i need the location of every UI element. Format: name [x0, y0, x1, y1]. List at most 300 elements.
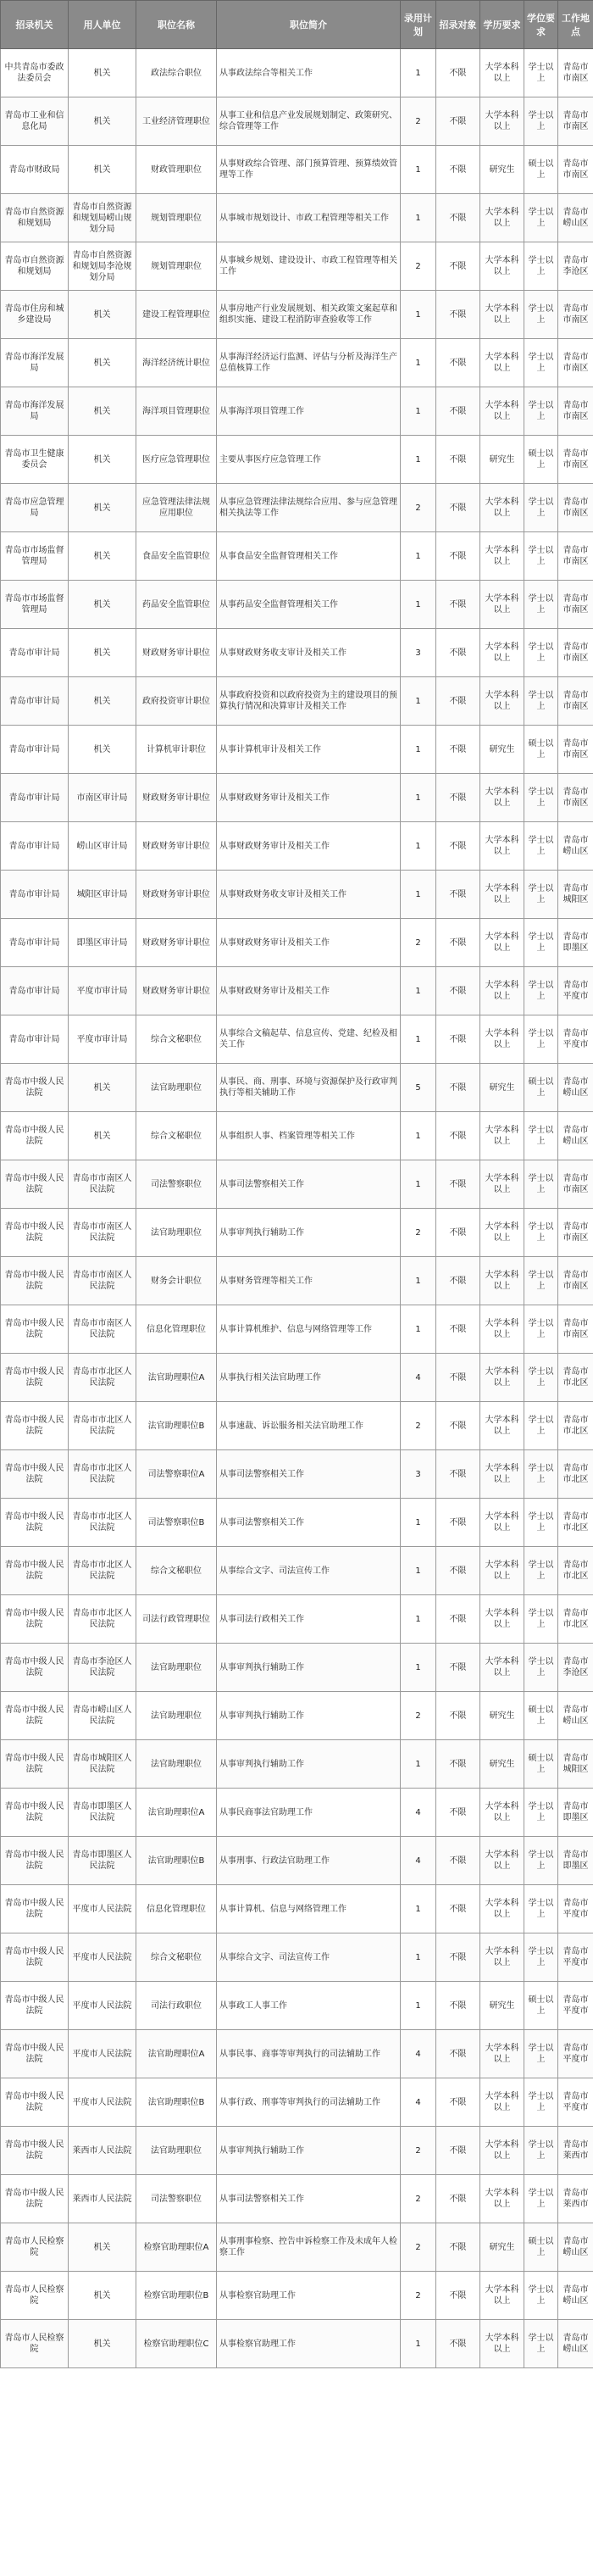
- target-cell: 不限: [436, 2272, 480, 2320]
- degree-cell: 学士以上: [524, 1305, 558, 1354]
- quota-cell: 4: [401, 1789, 436, 1837]
- agency-cell: 青岛市中级人民法院: [1, 2175, 69, 2223]
- quota-cell: 1: [401, 774, 436, 822]
- description-cell: 从事财务管理等相关工作: [217, 1257, 401, 1305]
- target-cell: 不限: [436, 1595, 480, 1644]
- quota-cell: 1: [401, 1015, 436, 1064]
- position-cell: 综合文秘职位: [136, 1015, 217, 1064]
- target-cell: 不限: [436, 1209, 480, 1257]
- education-cell: 研究生: [480, 2223, 524, 2272]
- degree-cell: 学士以上: [524, 194, 558, 242]
- position-cell: 法官助理职位B: [136, 1402, 217, 1450]
- description-cell: 从事财政财务审计及相关工作: [217, 774, 401, 822]
- table-row: [1, 726, 593, 774]
- location-cell: 青岛市市南区: [558, 1257, 593, 1305]
- agency-cell: 青岛市审计局: [1, 629, 69, 677]
- table-row: [1, 1257, 593, 1305]
- education-cell: 大学本科以上: [480, 1595, 524, 1644]
- degree-cell: 学士以上: [524, 2078, 558, 2127]
- table-row: [1, 1450, 593, 1499]
- degree-cell: 硕士以上: [524, 1740, 558, 1789]
- quota-cell: 1: [401, 49, 436, 97]
- position-cell: 信息化管理职位: [136, 1305, 217, 1354]
- education-cell: 大学本科以上: [480, 2030, 524, 2078]
- education-header: 学历要求: [480, 1, 524, 49]
- degree-cell: 学士以上: [524, 1595, 558, 1644]
- degree-cell: 学士以上: [524, 291, 558, 339]
- agency-cell: 中共青岛市委政法委员会: [1, 49, 69, 97]
- target-cell: 不限: [436, 1257, 480, 1305]
- education-cell: 大学本科以上: [480, 291, 524, 339]
- table-row: [1, 1837, 593, 1885]
- degree-cell: 学士以上: [524, 919, 558, 967]
- agency-cell: 青岛市中级人民法院: [1, 1209, 69, 1257]
- description-cell: 从事刑事检察、控告申诉检察工作及未成年人检察工作: [217, 2223, 401, 2272]
- agency-cell: 青岛市审计局: [1, 822, 69, 871]
- location-cell: 青岛市崂山区: [558, 1112, 593, 1160]
- quota-cell: 1: [401, 1982, 436, 2030]
- target-cell: 不限: [436, 1064, 480, 1112]
- target-cell: 不限: [436, 726, 480, 774]
- agency-cell: 青岛市中级人民法院: [1, 1740, 69, 1789]
- position-cell: 医疗应急管理职位: [136, 436, 217, 484]
- target-cell: 不限: [436, 2175, 480, 2223]
- employer-cell: 青岛市市南区人民法院: [69, 1257, 136, 1305]
- table-row: [1, 1547, 593, 1595]
- description-cell: 从事海洋项目管理工作: [217, 387, 401, 436]
- degree-cell: 学士以上: [524, 822, 558, 871]
- table-row: [1, 146, 593, 194]
- degree-cell: 学士以上: [524, 967, 558, 1015]
- degree-cell: 学士以上: [524, 2127, 558, 2175]
- quota-cell: 1: [401, 1257, 436, 1305]
- position-cell: 司法警察职位: [136, 1160, 217, 1209]
- degree-cell: 学士以上: [524, 1547, 558, 1595]
- agency-cell: 青岛市人民检察院: [1, 2272, 69, 2320]
- table-row: [1, 1595, 593, 1644]
- agency-cell: 青岛市中级人民法院: [1, 1595, 69, 1644]
- target-cell: 不限: [436, 97, 480, 146]
- location-cell: 青岛市崂山区: [558, 194, 593, 242]
- education-cell: 大学本科以上: [480, 1112, 524, 1160]
- description-cell: 从事财政财务审计及相关工作: [217, 822, 401, 871]
- target-cell: 不限: [436, 1015, 480, 1064]
- education-cell: 大学本科以上: [480, 1354, 524, 1402]
- employer-cell: 平度市人民法院: [69, 1885, 136, 1933]
- employer-cell: 机关: [69, 2272, 136, 2320]
- degree-cell: 学士以上: [524, 97, 558, 146]
- quota-cell: 5: [401, 1064, 436, 1112]
- description-cell: 从事司法警察相关工作: [217, 1160, 401, 1209]
- degree-cell: 学士以上: [524, 2272, 558, 2320]
- employer-cell: 平度市审计局: [69, 967, 136, 1015]
- location-cell: 青岛市崂山区: [558, 1692, 593, 1740]
- description-cell: 从事城乡规划、建设设计、市政工程管理等相关工作: [217, 242, 401, 291]
- target-cell: 不限: [436, 1354, 480, 1402]
- description-cell: 从事检察官助理工作: [217, 2320, 401, 2368]
- table-row: [1, 2127, 593, 2175]
- position-cell: 法官助理职位A: [136, 1354, 217, 1402]
- agency-cell: 青岛市人民检察院: [1, 2223, 69, 2272]
- location-cell: 青岛市李沧区: [558, 242, 593, 291]
- employer-cell: 机关: [69, 49, 136, 97]
- agency-cell: 青岛市中级人民法院: [1, 1112, 69, 1160]
- quota-cell: 1: [401, 339, 436, 387]
- quota-cell: 2: [401, 242, 436, 291]
- employer-cell: 莱西市人民法院: [69, 2127, 136, 2175]
- agency-cell: 青岛市审计局: [1, 677, 69, 726]
- location-cell: 青岛市市南区: [558, 629, 593, 677]
- agency-cell: 青岛市中级人民法院: [1, 1644, 69, 1692]
- quota-header: 录用计划: [401, 1, 436, 49]
- location-cell: 青岛市平度市: [558, 2030, 593, 2078]
- agency-cell: 青岛市中级人民法院: [1, 2127, 69, 2175]
- quota-cell: 2: [401, 484, 436, 532]
- description-cell: 从事财政财务收支审计及相关工作: [217, 871, 401, 919]
- agency-cell: 青岛市中级人民法院: [1, 2030, 69, 2078]
- education-cell: 大学本科以上: [480, 532, 524, 581]
- target-cell: 不限: [436, 1740, 480, 1789]
- position-cell: 法官助理职位A: [136, 1789, 217, 1837]
- degree-cell: 学士以上: [524, 1933, 558, 1982]
- table-row: [1, 1789, 593, 1837]
- table-row: [1, 2175, 593, 2223]
- location-cell: 青岛市市北区: [558, 1354, 593, 1402]
- quota-cell: 2: [401, 919, 436, 967]
- degree-cell: 学士以上: [524, 774, 558, 822]
- position-cell: 财政财务审计职位: [136, 774, 217, 822]
- location-cell: 青岛市市北区: [558, 1595, 593, 1644]
- degree-cell: 硕士以上: [524, 726, 558, 774]
- table-row: [1, 1933, 593, 1982]
- quota-cell: 1: [401, 387, 436, 436]
- table-row: [1, 484, 593, 532]
- quota-cell: 3: [401, 629, 436, 677]
- education-cell: 大学本科以上: [480, 1402, 524, 1450]
- position-cell: 财政财务审计职位: [136, 919, 217, 967]
- position-cell: 海洋经济统计职位: [136, 339, 217, 387]
- employer-cell: 青岛市市北区人民法院: [69, 1402, 136, 1450]
- quota-cell: 2: [401, 2272, 436, 2320]
- table-row: [1, 677, 593, 726]
- position-cell: 综合文秘职位: [136, 1112, 217, 1160]
- table-row: [1, 1064, 593, 1112]
- quota-cell: 4: [401, 2078, 436, 2127]
- target-cell: 不限: [436, 1305, 480, 1354]
- target-cell: 不限: [436, 2127, 480, 2175]
- table-row: [1, 1354, 593, 1402]
- employer-cell: 即墨区审计局: [69, 919, 136, 967]
- quota-cell: 1: [401, 1499, 436, 1547]
- target-cell: 不限: [436, 1402, 480, 1450]
- degree-cell: 学士以上: [524, 1885, 558, 1933]
- description-cell: 从事城市规划设计、市政工程管理等相关工作: [217, 194, 401, 242]
- employer-cell: 青岛市市南区人民法院: [69, 1305, 136, 1354]
- agency-cell: 青岛市中级人民法院: [1, 1160, 69, 1209]
- quota-cell: 1: [401, 822, 436, 871]
- target-cell: 不限: [436, 1499, 480, 1547]
- quota-cell: 2: [401, 1209, 436, 1257]
- target-cell: 不限: [436, 532, 480, 581]
- location-cell: 青岛市崂山区: [558, 822, 593, 871]
- employer-cell: 机关: [69, 2320, 136, 2368]
- description-cell: 从事执行相关法官助理工作: [217, 1354, 401, 1402]
- education-cell: 大学本科以上: [480, 1644, 524, 1692]
- degree-cell: 学士以上: [524, 387, 558, 436]
- degree-cell: 学士以上: [524, 1450, 558, 1499]
- agency-header: 招录机关: [1, 1, 69, 49]
- location-cell: 青岛市崂山区: [558, 1064, 593, 1112]
- degree-cell: 学士以上: [524, 532, 558, 581]
- education-cell: 大学本科以上: [480, 1933, 524, 1982]
- target-cell: 不限: [436, 871, 480, 919]
- quota-cell: 3: [401, 1450, 436, 1499]
- description-cell: 从事计算机维护、信息与网络管理等工作: [217, 1305, 401, 1354]
- location-cell: 青岛市市北区: [558, 1450, 593, 1499]
- agency-cell: 青岛市海洋发展局: [1, 387, 69, 436]
- education-cell: 大学本科以上: [480, 2175, 524, 2223]
- quota-cell: 1: [401, 1547, 436, 1595]
- position-cell: 综合文秘职位: [136, 1547, 217, 1595]
- table-row: [1, 339, 593, 387]
- position-cell: 综合文秘职位: [136, 1933, 217, 1982]
- position-cell: 计算机审计职位: [136, 726, 217, 774]
- degree-cell: 学士以上: [524, 1789, 558, 1837]
- table-row: [1, 1499, 593, 1547]
- quota-cell: 1: [401, 146, 436, 194]
- position-cell: 法官助理职位B: [136, 1837, 217, 1885]
- location-cell: 青岛市市南区: [558, 581, 593, 629]
- education-cell: 大学本科以上: [480, 1257, 524, 1305]
- quota-cell: 2: [401, 2175, 436, 2223]
- description-cell: 从事司法警察相关工作: [217, 2175, 401, 2223]
- agency-cell: 青岛市海洋发展局: [1, 339, 69, 387]
- education-cell: 大学本科以上: [480, 629, 524, 677]
- table-row: [1, 871, 593, 919]
- location-cell: 青岛市城阳区: [558, 871, 593, 919]
- target-cell: 不限: [436, 1547, 480, 1595]
- target-cell: 不限: [436, 194, 480, 242]
- location-cell: 青岛市市北区: [558, 1402, 593, 1450]
- agency-cell: 青岛市卫生健康委员会: [1, 436, 69, 484]
- position-cell: 法官助理职位: [136, 1644, 217, 1692]
- agency-cell: 青岛市审计局: [1, 726, 69, 774]
- table-row: [1, 919, 593, 967]
- description-cell: 从事审判执行辅助工作: [217, 1740, 401, 1789]
- description-cell: 从事综合文字、司法宣传工作: [217, 1547, 401, 1595]
- target-cell: 不限: [436, 49, 480, 97]
- position-cell: 财务会计职位: [136, 1257, 217, 1305]
- agency-cell: 青岛市审计局: [1, 967, 69, 1015]
- target-cell: 不限: [436, 2030, 480, 2078]
- agency-cell: 青岛市中级人民法院: [1, 1402, 69, 1450]
- quota-cell: 1: [401, 581, 436, 629]
- degree-cell: 学士以上: [524, 484, 558, 532]
- degree-cell: 学士以上: [524, 629, 558, 677]
- education-cell: 研究生: [480, 146, 524, 194]
- description-cell: 从事审判执行辅助工作: [217, 1209, 401, 1257]
- description-cell: 从事司法警察相关工作: [217, 1499, 401, 1547]
- position-cell: 检察官助理职位B: [136, 2272, 217, 2320]
- position-cell: 法官助理职位A: [136, 2030, 217, 2078]
- description-cell: 从事综合文字、司法宣传工作: [217, 1933, 401, 1982]
- table-row: [1, 436, 593, 484]
- agency-cell: 青岛市审计局: [1, 919, 69, 967]
- degree-cell: 学士以上: [524, 1257, 558, 1305]
- description-cell: 从事应急管理法律法规综合应用、参与应急管理相关执法等工作: [217, 484, 401, 532]
- employer-cell: 机关: [69, 629, 136, 677]
- description-cell: 从事民事、商事等审判执行的司法辅助工作: [217, 2030, 401, 2078]
- description-cell: 从事政工人事工作: [217, 1982, 401, 2030]
- location-cell: 青岛市平度市: [558, 2078, 593, 2127]
- target-cell: 不限: [436, 1982, 480, 2030]
- education-cell: 研究生: [480, 1692, 524, 1740]
- target-cell: 不限: [436, 436, 480, 484]
- employer-header: 用人单位: [69, 1, 136, 49]
- employer-cell: 市南区审计局: [69, 774, 136, 822]
- agency-cell: 青岛市市场监督管理局: [1, 581, 69, 629]
- degree-cell: 学士以上: [524, 1112, 558, 1160]
- table-row: [1, 1644, 593, 1692]
- quota-cell: 1: [401, 291, 436, 339]
- education-cell: 研究生: [480, 436, 524, 484]
- table-row: [1, 1982, 593, 2030]
- description-cell: 从事财政财务审计及相关工作: [217, 919, 401, 967]
- degree-cell: 硕士以上: [524, 2223, 558, 2272]
- location-cell: 青岛市即墨区: [558, 1789, 593, 1837]
- position-cell: 规划管理职位: [136, 242, 217, 291]
- employer-cell: 青岛市市北区人民法院: [69, 1450, 136, 1499]
- education-cell: 大学本科以上: [480, 2320, 524, 2368]
- education-cell: 大学本科以上: [480, 97, 524, 146]
- position-cell: 财政财务审计职位: [136, 871, 217, 919]
- employer-cell: 青岛市崂山区人民法院: [69, 1692, 136, 1740]
- education-cell: 大学本科以上: [480, 242, 524, 291]
- table-row: [1, 291, 593, 339]
- location-cell: 青岛市市南区: [558, 49, 593, 97]
- target-cell: 不限: [436, 1644, 480, 1692]
- employer-cell: 平度市审计局: [69, 1015, 136, 1064]
- agency-cell: 青岛市中级人民法院: [1, 1933, 69, 1982]
- education-cell: 研究生: [480, 1982, 524, 2030]
- agency-cell: 青岛市中级人民法院: [1, 1499, 69, 1547]
- location-cell: 青岛市城阳区: [558, 1740, 593, 1789]
- employer-cell: 崂山区审计局: [69, 822, 136, 871]
- target-cell: 不限: [436, 967, 480, 1015]
- position-cell: 法官助理职位: [136, 1209, 217, 1257]
- description-cell: 从事司法行政相关工作: [217, 1595, 401, 1644]
- employer-cell: 平度市人民法院: [69, 1933, 136, 1982]
- position-cell: 司法行政管理职位: [136, 1595, 217, 1644]
- education-cell: 大学本科以上: [480, 2127, 524, 2175]
- quota-cell: 1: [401, 1740, 436, 1789]
- location-cell: 青岛市市南区: [558, 726, 593, 774]
- education-cell: 大学本科以上: [480, 1450, 524, 1499]
- agency-cell: 青岛市市场监督管理局: [1, 532, 69, 581]
- location-cell: 青岛市即墨区: [558, 919, 593, 967]
- target-cell: 不限: [436, 1112, 480, 1160]
- table-row: [1, 1160, 593, 1209]
- employer-cell: 机关: [69, 339, 136, 387]
- agency-cell: 青岛市住房和城乡建设局: [1, 291, 69, 339]
- agency-cell: 青岛市中级人民法院: [1, 1547, 69, 1595]
- employer-cell: 青岛市自然资源和规划局崂山规划分局: [69, 194, 136, 242]
- position-cell: 司法行政职位: [136, 1982, 217, 2030]
- employer-cell: 机关: [69, 726, 136, 774]
- employer-cell: 机关: [69, 677, 136, 726]
- employer-cell: 机关: [69, 2223, 136, 2272]
- employer-cell: 青岛市自然资源和规划局李沧规划分局: [69, 242, 136, 291]
- description-cell: 从事房地产行业发展规划、相关政策文案起草和组织实施、建设工程消防审查验收等工作: [217, 291, 401, 339]
- location-cell: 青岛市市北区: [558, 1499, 593, 1547]
- degree-cell: 硕士以上: [524, 1064, 558, 1112]
- employer-cell: 青岛市市南区人民法院: [69, 1160, 136, 1209]
- table-row: [1, 774, 593, 822]
- location-cell: 青岛市市南区: [558, 1160, 593, 1209]
- degree-cell: 学士以上: [524, 1015, 558, 1064]
- position-cell: 药品安全监管职位: [136, 581, 217, 629]
- quota-cell: 1: [401, 726, 436, 774]
- target-cell: 不限: [436, 387, 480, 436]
- agency-cell: 青岛市自然资源和规划局: [1, 194, 69, 242]
- degree-header: 学位要求: [524, 1, 558, 49]
- employer-cell: 城阳区审计局: [69, 871, 136, 919]
- education-cell: 研究生: [480, 726, 524, 774]
- education-cell: 大学本科以上: [480, 339, 524, 387]
- employer-cell: 青岛市城阳区人民法院: [69, 1740, 136, 1789]
- agency-cell: 青岛市审计局: [1, 1015, 69, 1064]
- degree-cell: 硕士以上: [524, 1692, 558, 1740]
- agency-cell: 青岛市自然资源和规划局: [1, 242, 69, 291]
- employer-cell: 青岛市即墨区人民法院: [69, 1837, 136, 1885]
- location-cell: 青岛市李沧区: [558, 1644, 593, 1692]
- description-cell: 从事行政、刑事等审判执行的司法辅助工作: [217, 2078, 401, 2127]
- target-cell: 不限: [436, 1450, 480, 1499]
- degree-cell: 硕士以上: [524, 146, 558, 194]
- position-cell: 财政财务审计职位: [136, 967, 217, 1015]
- quota-cell: 4: [401, 1837, 436, 1885]
- location-cell: 青岛市市北区: [558, 1547, 593, 1595]
- quota-cell: 1: [401, 436, 436, 484]
- agency-cell: 青岛市中级人民法院: [1, 2078, 69, 2127]
- degree-cell: 学士以上: [524, 1499, 558, 1547]
- table-row: [1, 581, 593, 629]
- quota-cell: 2: [401, 2127, 436, 2175]
- degree-cell: 学士以上: [524, 871, 558, 919]
- description-cell: 从事审判执行辅助工作: [217, 1692, 401, 1740]
- location-cell: 青岛市平度市: [558, 1982, 593, 2030]
- agency-cell: 青岛市中级人民法院: [1, 1257, 69, 1305]
- table-row: [1, 1015, 593, 1064]
- table-row: [1, 97, 593, 146]
- education-cell: 大学本科以上: [480, 774, 524, 822]
- quota-cell: 1: [401, 2320, 436, 2368]
- location-cell: 青岛市平度市: [558, 1933, 593, 1982]
- table-row: [1, 1112, 593, 1160]
- description-cell: 从事海洋经济运行监测、评估与分析及海洋生产总值核算工作: [217, 339, 401, 387]
- location-cell: 青岛市市南区: [558, 774, 593, 822]
- employer-cell: 平度市人民法院: [69, 2030, 136, 2078]
- quota-cell: 4: [401, 2030, 436, 2078]
- location-cell: 青岛市崂山区: [558, 2223, 593, 2272]
- position-header: 职位名称: [136, 1, 217, 49]
- education-cell: 大学本科以上: [480, 871, 524, 919]
- table-row: [1, 1305, 593, 1354]
- target-cell: 不限: [436, 2078, 480, 2127]
- position-cell: 建设工程管理职位: [136, 291, 217, 339]
- position-cell: 检察官助理职位C: [136, 2320, 217, 2368]
- quota-cell: 1: [401, 1933, 436, 1982]
